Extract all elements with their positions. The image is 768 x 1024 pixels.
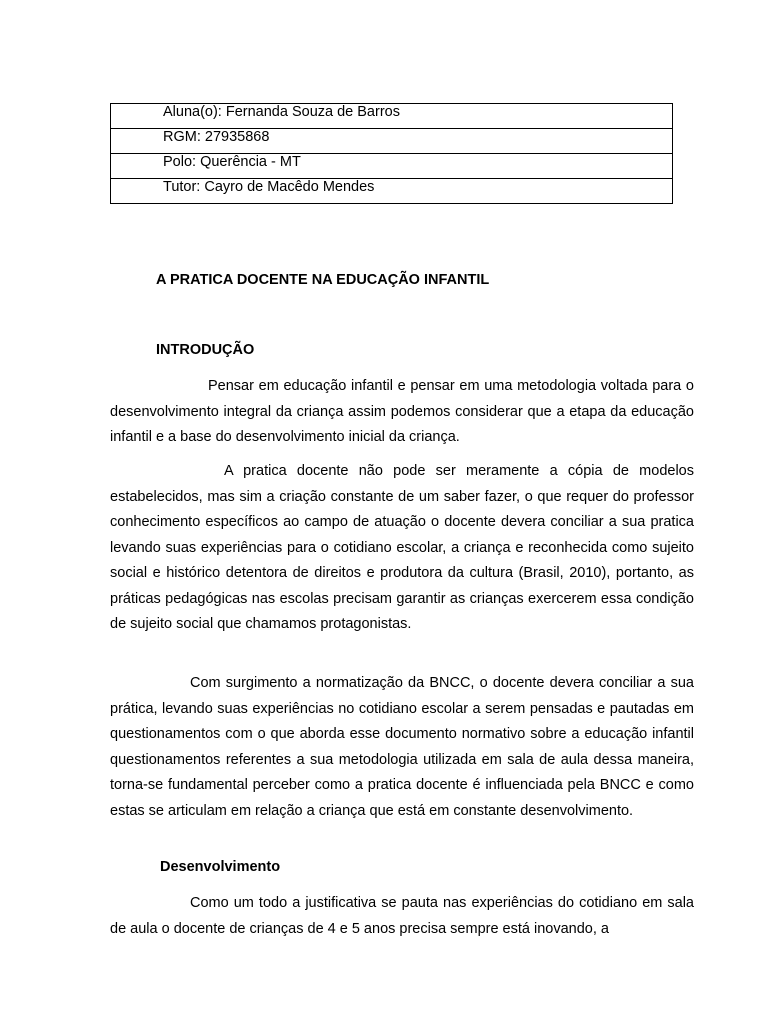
development-heading: Desenvolvimento — [160, 859, 281, 875]
table-row — [111, 104, 673, 129]
introduction-heading: INTRODUÇÃO — [156, 342, 255, 358]
development-paragraph: Como um todo a justificativa se pauta nas experiências do cotidiano em sala de aula o docente de crianças de 4 e 5 anos precisa sempre está inovando, a — [110, 895, 694, 937]
introduction-paragraph: Com surgimento a normatização da BNCC, o docente devera conciliar a sua prática, levando suas experiências no cotidiano escolar a serem pensadas e pautadas em questionamentos com o que aborda esse documento normativo sobre a educação infantil questionamentos referentes a sua metodologia utilizada em sala de aula dessa maneira, torna-se fundamental perceber como a pratica docente é influenciada pela BNCC e como estas se articulam em relação a criança que está em constante desenvolvimento. — [110, 675, 694, 819]
table-row — [111, 179, 673, 204]
tutor-cell: Tutor: Cayro de Macêdo Mendes — [111, 179, 673, 204]
polo-cell: Polo: Querência - MT — [111, 154, 673, 179]
table-row — [111, 129, 673, 154]
student-info-table — [110, 103, 673, 204]
introduction-paragraph: Pensar em educação infantil e pensar em uma metodologia voltada para o desenvolvimento integral da criança assim podemos considerar que a etapa da educação infantil e a base do desenvolvimento inicial da criança. — [110, 378, 694, 445]
student-name-cell: Aluna(o): Fernanda Souza de Barros — [111, 104, 673, 129]
document-title: A PRATICA DOCENTE NA EDUCAÇÃO INFANTIL — [156, 272, 490, 288]
rgm-cell: RGM: 27935868 — [111, 129, 673, 154]
introduction-paragraph: A pratica docente não pode ser meramente a cópia de modelos estabelecidos, mas sim a criação constante de um saber fazer, o que requer do professor conhecimento específicos ao campo de atuação o docente devera conciliar a sua pratica levando suas experiências para o cotidiano escolar, a criança e reconhecida como sujeito social e histórico detentora de direitos e produtora da cultura (Brasil, 2010), portanto, as práticas pedagógicas nas escolas precisam garantir as crianças exercerem essa condição de sujeito social que chamamos protagonistas. — [110, 463, 694, 632]
table-row — [111, 154, 673, 179]
